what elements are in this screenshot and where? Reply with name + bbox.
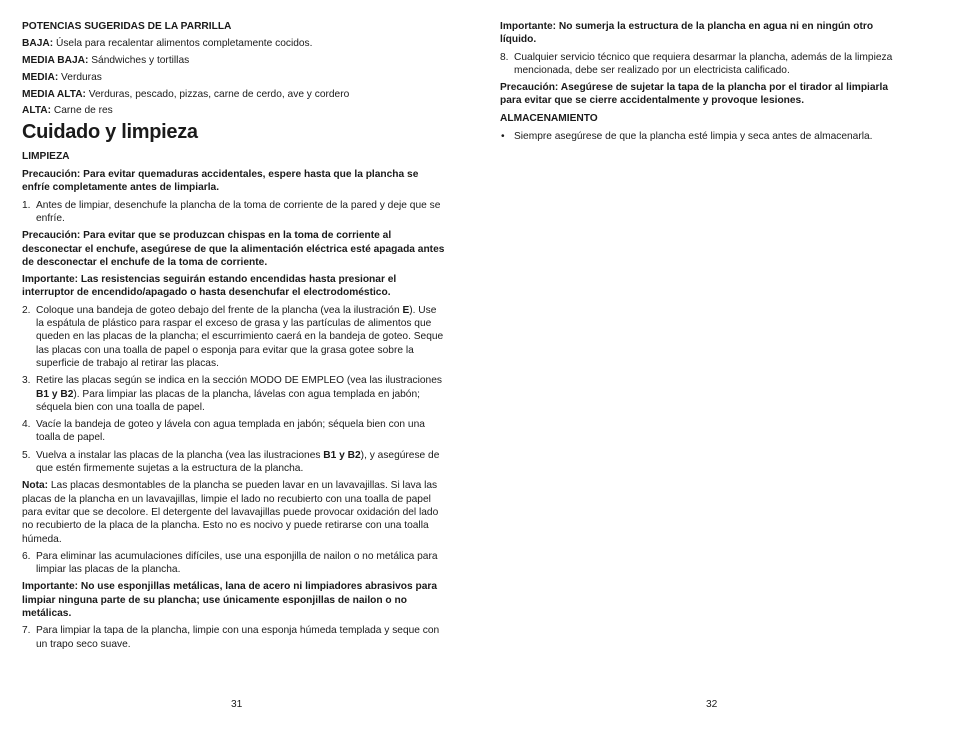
- setting-label: MEDIA:: [22, 71, 59, 83]
- step-text: Retire las placas según se indica en la sección MODO DE EMPLEO (vea las ilustraciones: [36, 375, 442, 387]
- setting-row: [22, 71, 446, 84]
- note-paragraph: [22, 479, 446, 545]
- step-number: 2.: [22, 304, 31, 316]
- step-number: 1.: [22, 199, 31, 211]
- setting-label: MEDIA ALTA:: [22, 88, 86, 100]
- caution-note: Precaución: Para evitar quemaduras accidentales, espere hasta que la plancha se enfríe completamente antes de limpiarla.: [22, 169, 419, 194]
- important-note: Importante: No sumerja la estructura de la plancha en agua ni en ningún otro líquido.: [500, 21, 874, 46]
- setting-text: Sándwiches y tortillas: [88, 55, 190, 67]
- list-item: [22, 550, 446, 577]
- setting-row: [22, 37, 446, 50]
- step-text: Coloque una bandeja de goteo debajo del frente de la plancha (vea la ilustración: [36, 304, 403, 316]
- setting-text: Verduras, pescado, pizzas, carne de cerdo, ave y cordero: [85, 88, 350, 100]
- step-text: ). Para limpiar las placas de la plancha, lávelas con agua templada en jabón; séquela bien con una toalla de papel.: [36, 388, 420, 413]
- illustration-ref: E: [402, 304, 410, 316]
- right-page: [500, 0, 910, 738]
- setting-label: ALTA:: [22, 105, 52, 117]
- step-number: 7.: [22, 625, 31, 637]
- list-item: [22, 304, 446, 370]
- step-number: 3.: [22, 375, 31, 387]
- storage-heading: ALMACENAMIENTO: [500, 112, 598, 124]
- setting-row: [22, 104, 446, 117]
- bullet-icon: •: [501, 131, 505, 143]
- step-number: 4.: [22, 419, 31, 431]
- step-text: Vuelva a instalar las placas de la plancha (vea las ilustraciones: [36, 449, 324, 461]
- step-number: 5.: [22, 449, 31, 461]
- list-item: [22, 624, 446, 651]
- setting-row: [22, 54, 446, 67]
- illustration-ref: B1 y B2: [36, 388, 74, 400]
- left-page-content: [22, 20, 446, 655]
- step-text: Para eliminar las acumulaciones difíciles, use una esponjilla de nailon o no metálica para limpiar las placas de la plancha.: [36, 550, 438, 576]
- list-item: [22, 374, 446, 414]
- setting-text: Verduras: [58, 71, 102, 83]
- left-page: [22, 0, 446, 738]
- step-text: ), y asegúrese de que estén firmemente sujetas a la estructura de la plancha.: [36, 449, 440, 475]
- caution-note: Precaución: Asegúrese de sujetar la tapa de la plancha por el tirador al limpiarla para evitar que se cierre accidentalmente y provoque lesiones.: [500, 82, 889, 107]
- list-item: [22, 199, 446, 226]
- step-text: Cualquier servicio técnico que requiera desarmar la plancha, además de la limpieza mencionada, debe ser realizado por un electricista calificado.: [514, 51, 893, 76]
- important-note: Importante: Las resistencias seguirán estando encendidas hasta presionar el interruptor de encendido/apagado o hasta desenchufar el electrodoméstico.: [22, 274, 397, 299]
- cleaning-heading: LIMPIEZA: [22, 150, 70, 162]
- note-label: Nota:: [22, 480, 49, 492]
- illustration-ref: B1 y B2: [323, 449, 361, 461]
- step-text: Vacíe la bandeja de goteo y lávela con agua templada en jabón; séquela bien con una toalla de papel.: [36, 419, 425, 444]
- step-text: Antes de limpiar, desenchufe la plancha de la toma de corriente de la pared y deje que se enfríe.: [36, 199, 441, 224]
- bullet-text: Siempre asegúrese de que la plancha esté limpia y seca antes de almacenarla.: [514, 131, 873, 143]
- list-item: [500, 51, 910, 78]
- setting-label: BAJA:: [22, 38, 54, 50]
- step-number: 6.: [22, 550, 31, 562]
- setting-row: [22, 88, 446, 101]
- section-title: Cuidado y limpieza: [22, 120, 198, 143]
- right-page-content: [500, 20, 910, 147]
- caution-note: Precaución: Para evitar que se produzcan chispas en la toma de corriente al desconectar el enchufe, asegúrese de que la alimentación eléctrica esté apagada antes de desconectar el enchufe de la toma de corriente.: [22, 230, 445, 268]
- settings-heading: POTENCIAS SUGERIDAS DE LA PARRILLA: [22, 21, 232, 32]
- bullet-item: [500, 130, 910, 143]
- setting-text: Úsela para recalentar alimentos completamente cocidos.: [53, 38, 313, 50]
- step-text: Para limpiar la tapa de la plancha, limpie con una esponja húmeda templada y seque con un trapo seco suave.: [36, 625, 440, 650]
- list-item: [22, 449, 446, 476]
- page-number-left: 31: [231, 699, 243, 710]
- important-note: Importante: No use esponjillas metálicas, lana de acero ni limpiadores abrasivos para limpiar ninguna parte de su plancha; use únicamente esponjillas de nailon o no metálicas.: [22, 581, 438, 619]
- step-text: ). Use la espátula de plástico para raspar el exceso de grasa y las partículas de alimentos que queden en las placas de la plancha; el escurrimiento caerá en la bandeja de goteo. Seque las placas con una toalla de papel o esponja para evitar que la grasa gotee sobre la superficie de trabajo al retirar las placas.: [36, 304, 444, 369]
- setting-text: Carne de res: [51, 105, 113, 117]
- step-number: 8.: [500, 51, 509, 63]
- page-number-right: 32: [706, 699, 718, 710]
- note-text: Las placas desmontables de la plancha se pueden lavar en un lavavajillas. Si lava las placas de la plancha en un lavavajillas, limpie el lado no recubierto con una toalla de papel para evitar que se decolore. El detergente del lavavajillas puede provocar oxidación del lado no recubierto de la placa de la plancha. Esto no es nocivo y puede retirarse con una toalla húmeda.: [22, 480, 439, 545]
- setting-label: MEDIA BAJA:: [22, 55, 89, 67]
- list-item: [22, 418, 446, 445]
